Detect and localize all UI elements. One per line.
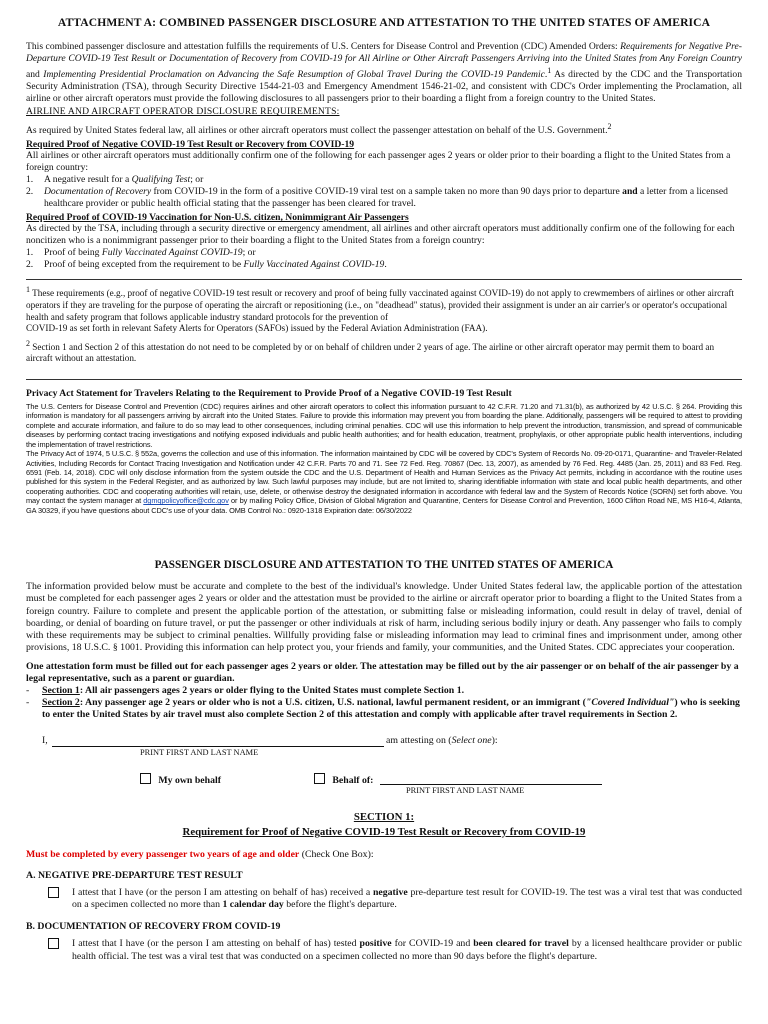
cdc-email-link[interactable]: dgmqpolicyoffice@cdc.gov (143, 496, 229, 506)
behalf-of-name-field[interactable] (380, 773, 602, 785)
vaccination-list (26, 247, 742, 271)
footnote-ref-1: 1 (547, 66, 552, 75)
requirements-heading: AIRLINE AND AIRCRAFT OPERATOR DISCLOSURE REQUIREMENTS: (26, 106, 340, 118)
footnote-ref-2: 2 (607, 122, 612, 132)
recovery-checkbox[interactable] (48, 938, 59, 949)
behalf-of-option[interactable]: Behalf of: (314, 773, 373, 786)
passenger-disclosure-title: PASSENGER DISCLOSURE AND ATTESTATION TO THE UNITED STATES OF AMERICA (154, 558, 614, 571)
list-item: 2. Proof of being excepted from the requirement to be Fully Vaccinated Against COVID-19. (26, 259, 387, 271)
print-name-caption: PRINT FIRST AND LAST NAME (140, 747, 259, 757)
option-b: I attest that I have (or the person I am attesting on behalf of has) tested positive for COVID-19 and been cleared for travel by a licensed healthcare provider or public health official. The test was a viral test that was conducted on a specimen collected no more than 90 days before the flight's departure. (26, 938, 742, 963)
section-1-instruction: Must be completed by every passenger two years of age and older (Check One Box): (26, 848, 374, 860)
privacy-divider (26, 379, 742, 380)
attesting-label: am attesting on (Select one): (386, 734, 498, 746)
list-item: 1. A negative result for a Qualifying Test; or (26, 174, 204, 186)
negative-test-checkbox[interactable] (48, 887, 59, 898)
requirements-paragraph: As required by United States federal law, all airlines or other aircraft operators must collect the passenger attestation on behalf of the U.S. Government.$^2$ (26, 122, 612, 137)
behalf-of-checkbox[interactable] (314, 773, 325, 784)
intro-paragraph: This combined passenger disclosure and attestation fulfills the requirements of U.S. Centers for Disease Control and Prevention (CDC) Amended Orders: Requirements for Negative Pre-Departure COVID-19 Test Result or Documentation of Recovery from COVID-19 for All Airline or Other Aircraft Passengers Arriving into the United States from Any Foreign Country and Implementing Presidential Proclamation on Advancing the Safe Resumption of Global Travel During the COVID-19 Pandemic.$^1$ As directed by the CDC and the Transportation Security Administration (TSA), through Security Directive 1544-21-03 and Emergency Amendment 1546-21-02, and consistent with CDC's Order implementing the Proclamation, all airline or other aircraft operators must provide the following disclosures to all passengers prior to their boarding a flight from a foreign country to the United States. (26, 41, 742, 105)
list-item: - Section 1: All air passengers ages 2 years or older flying to the United States must complete Section 1. (26, 684, 465, 696)
option-a-heading: A. NEGATIVE PRE-DEPARTURE TEST RESULT (26, 869, 243, 881)
vaccination-paragraph: As directed by the TSA, including through a security directive or emergency amendment, all airlines and other aircraft operators must additionally confirm one of the following for each noncitizen who is a nonimmigrant passenger prior to their boarding a flight to the United States from a foreign country: (26, 223, 735, 247)
print-name-caption: PRINT FIRST AND LAST NAME (406, 785, 525, 795)
list-item: - Section 2: Any passenger age 2 years or older who is not a U.S. citizen, U.S. national, lawful permanent resident, or an immigrant ("Covered Individual") who is seeking to enter the United States by air travel must also complete Section 2 of this attestation and comply with applicable after travel requirements in Section 2. (26, 696, 740, 720)
i-label: I, (42, 734, 48, 746)
attachment-title: ATTACHMENT A: COMBINED PASSENGER DISCLOSURE AND ATTESTATION TO THE UNITED STATES OF AMERICA (57, 16, 711, 29)
footnote-2: $^2$ Section 1 and Section 2 of this attestation do not need to be completed by or on behalf of children under 2 years of age. The airline or other aircraft operator may permit them to board an aircraft without an attestation. (26, 338, 715, 364)
one-form-notice: One attestation form must be filled out for each passenger ages 2 years or older. The attestation may be filled out by the air passenger or on behalf of the air passenger by a legal representative, such as a parent or guardian. (26, 660, 739, 684)
own-behalf-checkbox[interactable] (140, 773, 151, 784)
section-1-label: SECTION 1: (353, 810, 415, 823)
footnotes (26, 284, 742, 365)
footnote-divider (26, 279, 742, 280)
privacy-paragraph-2: The Privacy Act of 1974, 5 U.S.C. § 552a, governs the collection and use of this information. The information maintained by CDC will be covered by CDC's System of Records No. 09-20-0171, Quarantine- and Traveler-Related Activities, Including Records for Contact Tracing Investigation and Notification under 42 C.F.R. Parts 70 and 71. See 72 Fed. Reg. 70867 (Dec. 13, 2007), as amended by 76 Fed. Reg. 4485 (Jan. 25, 2011) and 83 Fed. Reg. 6591 (Feb. 14, 2018). CDC will only disclose information from the system outside the CDC and the U.S. Department of Health and Human Services as the Privacy Act permits, including in accordance with the routine uses published for this system in the Federal Register, and as authorized by law. Such lawful purposes may include, but are not limited to, sharing identifiable information with state and local public health departments, and other cooperating authorities. CDC and cooperating authorities will retain, use, delete, or otherwise destroy the designated information in accordance with federal law and the System of Records Notice (SORN) set forth above. You may contact the system manager at dgmqpolicyoffice@cdc.gov or by mailing Policy Office, Division of Global Migration and Quarantine, Centers for Disease Control and Prevention, 1600 Clifton Road NE, MS H16-4, Atlanta, GA 30329, if you have questions about CDC's use of your data. OMB Control No.: 0920-1318 Expiration date: 06/30/2022 (26, 449, 742, 515)
attester-name-row (26, 735, 742, 769)
list-item: 2. Documentation of Recovery from COVID-19 in the form of a positive COVID-19 viral test on a sample taken no more than 90 days prior to departure and a letter from a licensed healthcare provider or public health official stating that the passenger has been cleared for travel. (26, 186, 728, 210)
section-1-title: Requirement for Proof of Negative COVID-19 Test Result or Recovery from COVID-19 (182, 825, 586, 838)
privacy-paragraph-1: The U.S. Centers for Disease Control and Prevention (CDC) requires airlines and other aircraft operators to collect this information pursuant to 42 C.F.R. 71.20 and 71.31(b), as authorized by 42 U.S.C. § 264. Providing this information is mandatory for all passengers arriving by aircraft into the United States. Failure to provide this information may prevent you from boarding the plane. Additionally, passengers will be required to attest to providing complete and accurate information, and failure to do so may lead to other consequences, including criminal penalties. CDC will use this information to help prevent the introduction, transmission, and spread of communicable diseases by performing contact tracing investigations and notifying exposed individuals and public health authorities; and for health education, treatment, prophylaxis, or other appropriate public health interventions, including the implementation of travel restrictions. (26, 402, 742, 449)
vaccination-heading: Required Proof of COVID-19 Vaccination for Non-U.S. citizen, Nonimmigrant Air Passengers (26, 212, 409, 224)
privacy-act-title: Privacy Act Statement for Travelers Relating to the Requirement to Provide Proof of a Negative COVID-19 Test Result (26, 388, 512, 400)
section-requirements-list (26, 685, 742, 721)
attester-name-field[interactable] (52, 735, 384, 747)
proof-list (26, 174, 742, 210)
proof-heading: Required Proof of Negative COVID-19 Test Result or Recovery from COVID-19 (26, 139, 355, 151)
footnote-1: $^1$ These requirements (e.g., proof of negative COVID-19 test result or recovery and proof of being fully vaccinated against COVID-19) do not apply to crewmembers of airlines or other aircraft operators if they are traveling for the purpose of operating the aircraft or repositioning (i.e., on "deadhead" status), provided their assignment is under an air carrier's or operator's occupational health and safety program that follows applicable industry standard protocols for the prevention of COVID-19 as set forth in relevant Safety Alerts for Operators (SAFOs) issued by the Federal Aviation Administration (FAA). (26, 285, 734, 334)
own-behalf-option[interactable]: My own behalf (140, 773, 221, 786)
proof-paragraph: All airlines or other aircraft operators must additionally confirm one of the following for each passenger ages 2 years or older prior to their boarding a flight to the United States from a foreign country: (26, 150, 731, 174)
behalf-row (26, 773, 742, 809)
option-b-heading: B. DOCUMENTATION OF RECOVERY FROM COVID-19 (26, 921, 281, 933)
list-item: 1. Proof of being Fully Vaccinated Against COVID-19; or (26, 247, 256, 259)
passenger-disclosure-paragraph: The information provided below must be accurate and complete to the best of the individual's knowledge. Under United States federal law, the applicable portion of the attestation must be completed for each passenger ages 2 years or older and the attestation must be provided to the airline or aircraft operator prior to boarding a flight to the United States from a foreign country. Failure to complete and present the applicable portion of the attestation, or submitting false or misleading information, could result in delay of travel, denial of boarding, or denial of boarding on future travel, or put the passenger or other individuals at risk of harm, including serious bodily injury or death. Any passenger who fails to comply with these requirements may be subject to criminal penalties. Willfully providing false or misleading information may lead to criminal fines and imprisonment under, among other provisions, 18 U.S.C. § 1001. Providing this information can help protect you, your friends and family, your communities, and the United States. CDC appreciates your cooperation. (26, 580, 742, 654)
option-a: I attest that I have (or the person I am attesting on behalf of has) received a negative pre-departure test result for COVID-19. The test was a viral test that was conducted on a specimen collected no more than 1 calendar day before the flight's departure. (26, 887, 742, 912)
